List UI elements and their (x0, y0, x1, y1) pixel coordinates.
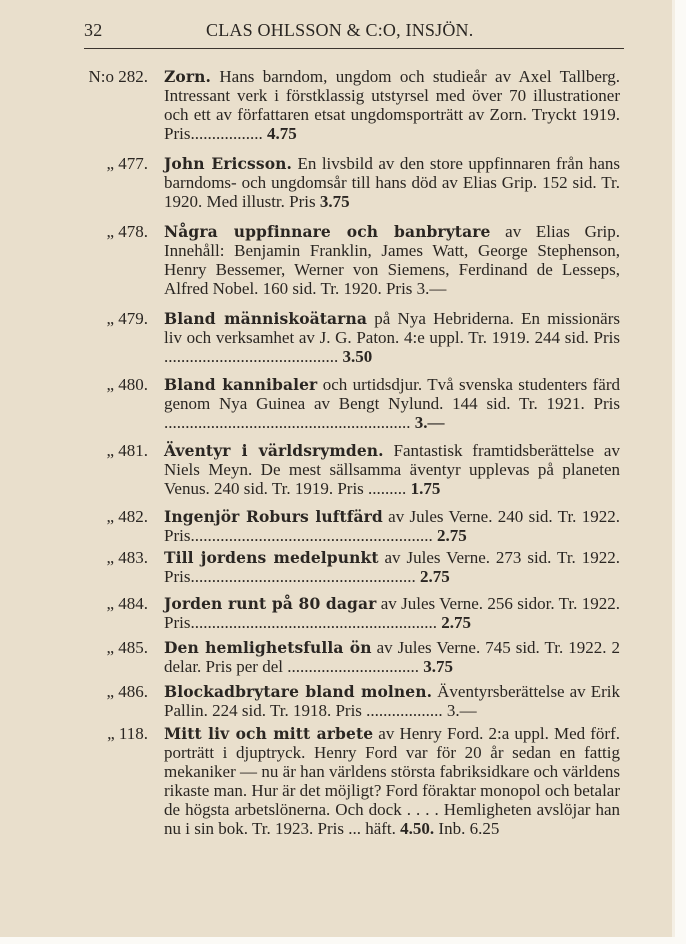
entry-number: „ 486. (106, 682, 148, 701)
entry-price: 3.75 (315, 192, 350, 211)
entry-title: Till jordens medelpunkt (164, 548, 379, 567)
entry-number: „ 480. (106, 375, 148, 394)
entry-description: på Nya Hebriderna. En missionärs liv och verksamhet av J. G. Paton. 4:e uppl. Tr. 1919. 244 sid. Pris ......................................... (164, 309, 621, 366)
entry-text (164, 638, 620, 676)
entry-price: 2.75 (415, 567, 450, 586)
entry-title: Den hemlighetsfulla ön (164, 638, 372, 657)
entry-extra: Inb. 6.25 (434, 819, 500, 838)
entry-title: Mitt liv och mitt arbete (164, 724, 374, 743)
entry-number: „ 483. (106, 548, 148, 567)
entry-text (164, 507, 620, 545)
entry-number: „ 479. (106, 309, 148, 328)
entry-title: Ingenjör Roburs luftfärd (164, 507, 383, 526)
entry-number: „ 118. (107, 724, 148, 743)
entry-title: Bland kannibaler (164, 375, 318, 394)
entry-text (164, 682, 620, 720)
entry-price: 3.50 (338, 347, 373, 366)
entry-text (164, 67, 620, 143)
entry-title: Bland människoätarna (164, 309, 367, 328)
entry-description: Fantastisk framtidsberättelse av Niels Meyn. De mest sällsamma äventyr upplevas på planeten Venus. 240 sid. Tr. 1919. Pris ......... (164, 441, 620, 498)
entry-number: „ 481. (106, 441, 148, 460)
entry-number: „ 482. (106, 507, 148, 526)
entry-description: av Jules Verne. 745 sid. Tr. 1922. 2 delar. Pris per del ............................... (164, 638, 620, 676)
entry-text (164, 154, 620, 211)
page-header (84, 20, 624, 44)
entry-title: Några uppfinnare och banbrytare (164, 222, 491, 241)
entry-title: Äventyr i världsrymden. (164, 441, 384, 460)
entry-number: „ 485. (106, 638, 148, 657)
entry-text (164, 375, 620, 432)
entry-description: En livsbild av den store uppfinnaren från hans barndoms- och ungdomsår till hans död av Elias Grip. 152 sid. Tr. 1920. Med illustr. Pris (164, 154, 620, 211)
entry-description: av Jules Verne. 256 sidor. Tr. 1922. Pris.......................................................... (164, 594, 620, 632)
entry-number: N:o 282. (88, 67, 148, 86)
entry-title: Blockadbrytare bland molnen. (164, 682, 433, 701)
entry-price: 4.50. (395, 819, 435, 838)
entry-text (164, 594, 620, 632)
entry-price: 1.75 (406, 479, 441, 498)
page-title: CLAS OHLSSON & C:O, INSJÖN. (206, 20, 474, 40)
entry-title: John Ericsson. (164, 154, 292, 173)
entry-description: av Jules Verne. 240 sid. Tr. 1922. Pris......................................................... (164, 507, 620, 545)
page-number: 32 (84, 20, 103, 40)
entry-text (164, 724, 620, 838)
entry-description: och urtidsdjur. Två svenska studenters färd genom Nya Guinea av Bengt Nylund. 144 sid. Tr. 1921. Pris .......................................................... (164, 375, 620, 432)
entry-title: Zorn. (164, 67, 211, 86)
entry-text (164, 222, 620, 298)
entry-price: 2.75 (436, 613, 471, 632)
entry-number: „ 484. (106, 594, 148, 613)
entry-description: Äventyrsberättelse av Erik Pallin. 224 sid. Tr. 1918. Pris .................. 3.— (164, 682, 620, 720)
entry-text (164, 309, 620, 366)
entry-number: „ 478. (106, 222, 148, 241)
entry-description: av Elias Grip. Innehåll: Benjamin Franklin, James Watt, George Stephenson, Henry Bessemer, Werner von Siemens, Ferdinand de Lesseps, Alfred Nobel. 160 sid. Tr. 1920. Pris 3.— (164, 222, 620, 298)
entry-price: 4.75 (262, 124, 297, 143)
entry-number: „ 477. (106, 154, 148, 173)
entry-title: Jorden runt på 80 dagar (164, 594, 377, 613)
entry-price: 2.75 (432, 526, 467, 545)
header-rule (84, 48, 624, 49)
entry-text (164, 548, 620, 586)
entry-description: Hans barndom, ungdom och studieår av Axel Tallberg. Intressant verk i förstklassig utstyrsel med över 70 illustrationer och ett av författaren etsat ungdomsporträtt av Zorn. Tryckt 1919. Pris................. (164, 67, 620, 143)
entry-price: 3.75 (418, 657, 453, 676)
entry-description: av Jules Verne. 273 sid. Tr. 1922. Pris..................................................... (164, 548, 620, 586)
entry-description: av Henry Ford. 2:a uppl. Med förf. porträtt i djuptryck. Henry Ford var för 20 år sedan en fattig mekaniker — nu är han världens största fabriksidkare och världens rikaste man. Hur är det möjligt? Ford föraktar monopol och betalar de högsta arbetslönerna. Och dock . . . . Hemligheten avslöjar han nu i sin bok. Tr. 1923. Pris ... häft. (164, 724, 620, 838)
entry-price: 3.— (410, 413, 445, 432)
entry-text (164, 441, 620, 498)
